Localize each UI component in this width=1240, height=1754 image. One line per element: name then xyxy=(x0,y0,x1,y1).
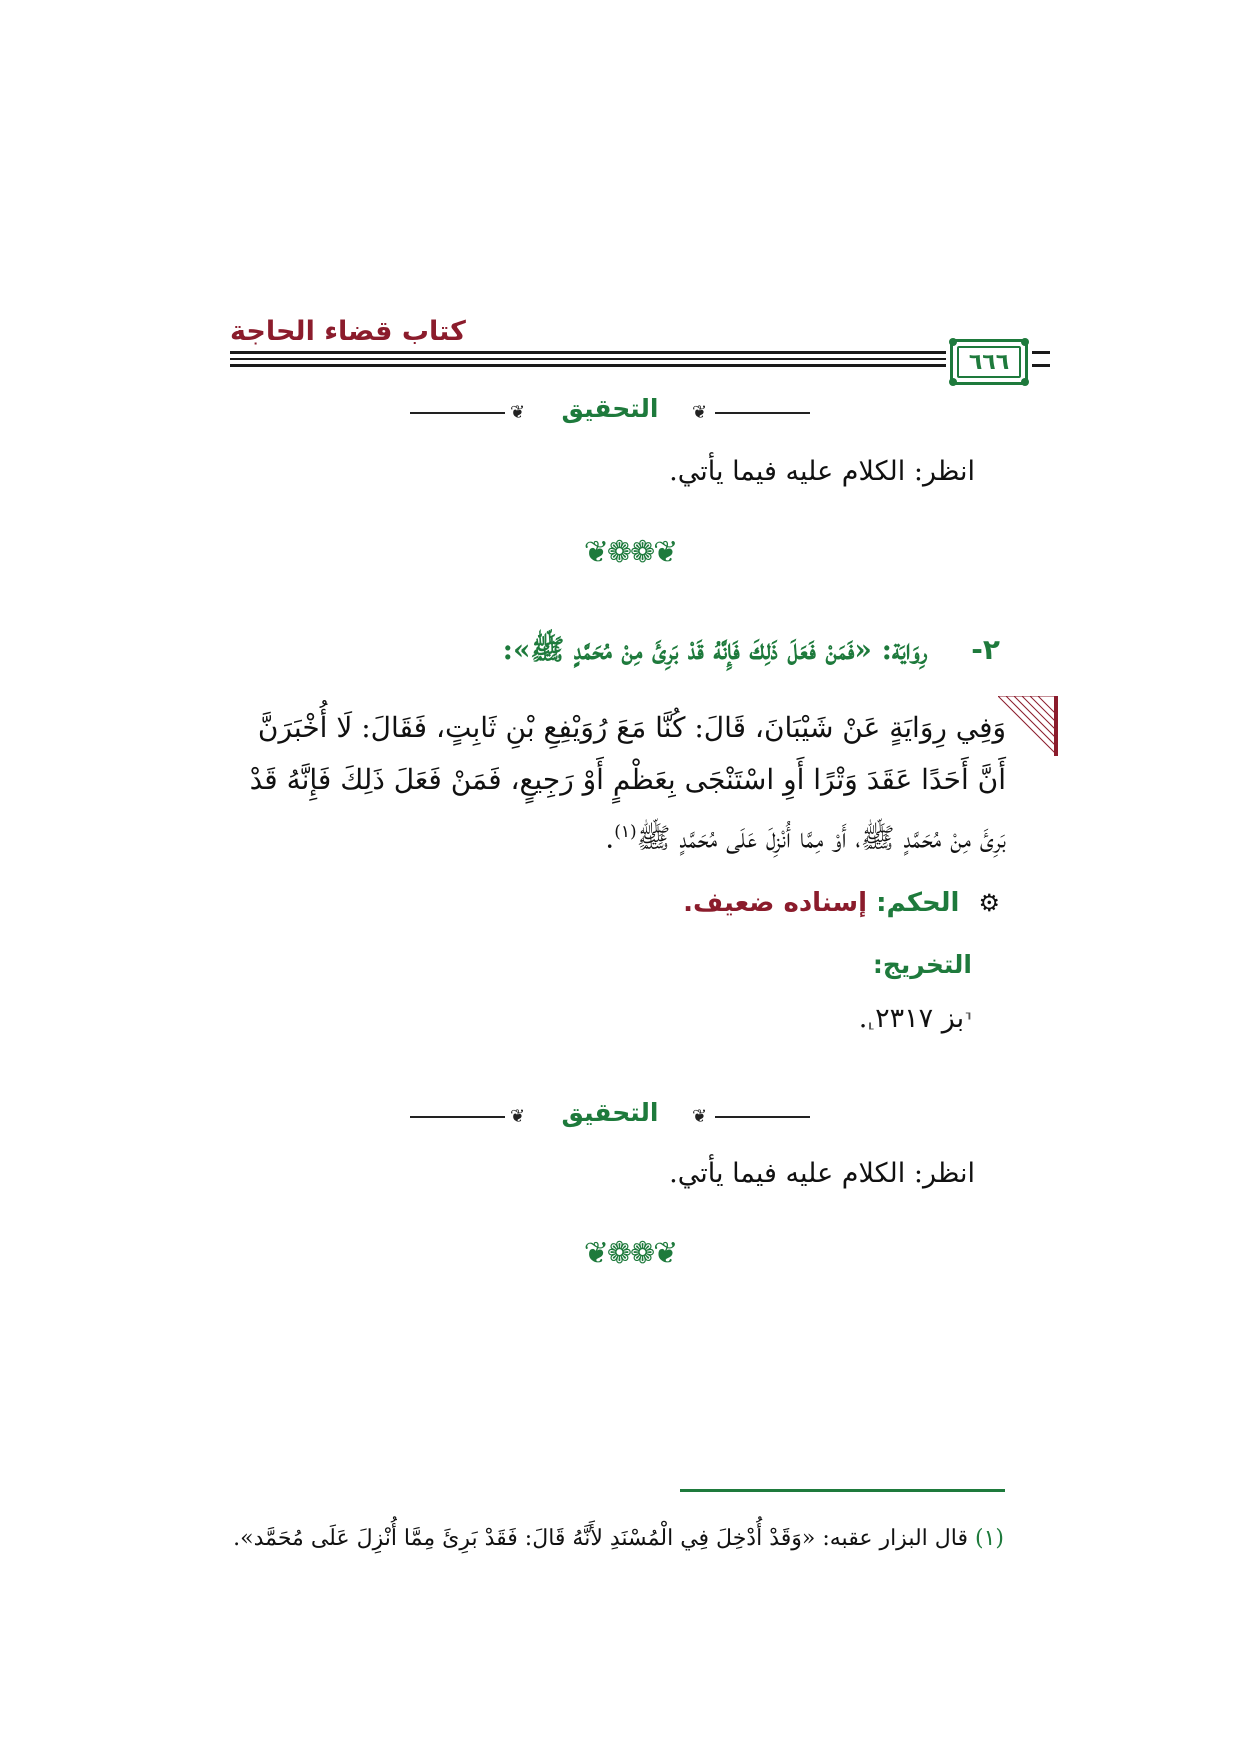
tahqiq-label: التحقيق xyxy=(561,1098,659,1127)
book-title: كتاب قضاء الحاجة xyxy=(230,316,466,347)
footnote-rule xyxy=(680,1489,1005,1492)
header-rule-top xyxy=(230,351,946,354)
footnote-text: قال البزار عقبه: «وَقَدْ أُدْخِلَ فِي الْمُسْنَدِ لأَنَّهُ قَالَ: فَقَدْ بَرِئَ مِمَّا أُنْزِلَ عَلَى مُحَمَّد». xyxy=(233,1526,968,1551)
tahqiq-label: التحقيق xyxy=(561,394,659,423)
header-rule-right-top xyxy=(1032,351,1050,354)
see-text-2: انظر: الكلام عليه فيما يأتي. xyxy=(669,1158,975,1189)
narration-title: رِوَايَة: «فَمَنْ فَعَلَ ذَلِكَ فَإِنَّهُ قَدْ بَرِئَ مِنْ مُحَمَّدٍ ﷺ»: xyxy=(502,633,928,666)
bracket-open-icon: ⸢ xyxy=(964,1008,972,1032)
floral-separator-icon: ❦❁❁❦ xyxy=(583,535,677,570)
narration-line xyxy=(236,806,1006,864)
see-text-1: انظر: الكلام عليه فيما يأتي. xyxy=(669,456,975,487)
footnote xyxy=(233,1526,1004,1551)
ornamental-frame-icon xyxy=(1021,338,1029,346)
tahqiq-divider-1 xyxy=(410,394,810,430)
bracket-close-icon: ⸥ xyxy=(867,1008,876,1032)
divider-ornament-icon: ❦ xyxy=(692,1106,708,1127)
narration-heading xyxy=(503,633,1000,673)
ornamental-frame-icon xyxy=(1021,378,1029,386)
header-rule-right-bottom xyxy=(1032,364,1050,367)
narration-line: وَفِي رِوَايَةٍ عَنْ شَيْبَانَ، قَالَ: كُنَّا مَعَ رُوَيْفِعِ بْنِ ثَابِتٍ، فَقَالَ: لَا أُخْبَرَنَّ xyxy=(257,711,1006,744)
narration-line-text: بَرِئَ مِنْ مُحَمَّدٍ ﷺ، أَوْ مِمَّا أُنْزِلَ عَلَى مُحَمَّدٍ ﷺ xyxy=(636,821,1006,855)
takhrij-end: . xyxy=(858,1003,868,1034)
footnote-number: (١) xyxy=(974,1526,1004,1551)
floral-separator-icon: ❦❁❁❦ xyxy=(583,1236,677,1271)
quote-corner-ornament-icon xyxy=(998,696,1058,756)
narration-number: ٢- xyxy=(971,633,1000,666)
gear-ornament-icon: ⚙ xyxy=(978,889,1000,917)
ruling xyxy=(683,888,1000,918)
page-number: ٦٦٦ xyxy=(968,349,1010,375)
narration-line: أَنَّ أَحَدًا عَقَدَ وَتْرًا أَوِ اسْتَنْجَى بِعَظْمٍ أَوْ رَجِيعٍ، فَمَنْ فَعَلَ ذَلِكَ فَإِنَّهُ قَدْ xyxy=(249,763,1006,796)
divider-ornament-icon: ❦ xyxy=(510,402,526,423)
header-rule-bottom xyxy=(230,364,946,367)
tahqiq-divider-2 xyxy=(410,1098,810,1134)
ruling-label: الحكم: xyxy=(876,888,960,918)
takhrij-reference-text: بز ٢٣١٧ xyxy=(875,1003,965,1034)
ornamental-frame-icon xyxy=(949,338,957,346)
divider-ornament-icon: ❦ xyxy=(510,1106,526,1127)
footnote-marker[interactable]: (١) xyxy=(614,822,637,842)
takhrij-label: التخريج: xyxy=(872,950,972,979)
ruling-value: إسناده ضعيف. xyxy=(683,888,868,918)
header-rule-mid xyxy=(230,358,946,360)
page-number-frame xyxy=(950,339,1028,385)
takhrij-reference xyxy=(859,1003,972,1034)
divider-ornament-icon: ❦ xyxy=(692,402,708,423)
narration-text xyxy=(236,702,1006,864)
ornamental-frame-icon xyxy=(949,378,957,386)
narration-end: . xyxy=(605,821,615,855)
